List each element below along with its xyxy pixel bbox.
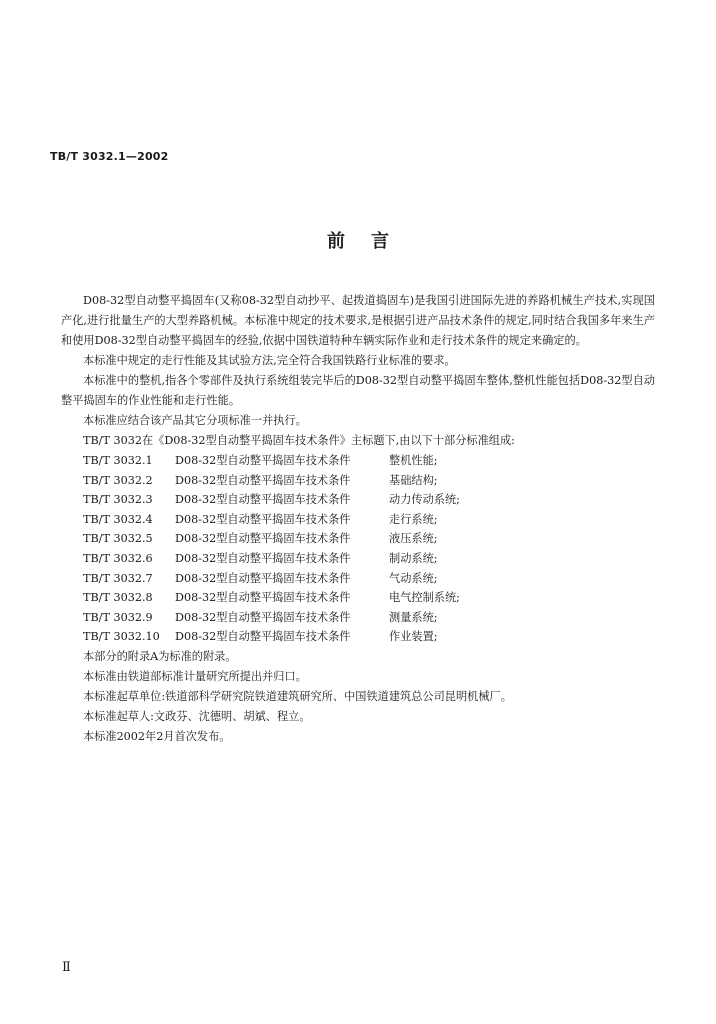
list-item [61,569,655,589]
part-name: D08-32型自动整平捣固车技术条件 [175,532,351,546]
part-code: TB/T 3032.3 [83,493,153,507]
paragraph-machine-definition: 本标准中的整机,指各个零部件及执行系统组装完毕后的D08-32型自动整平捣固车整体,整机性能包括D08-32型自动整平捣固车的作业性能和走行性能。 [61,374,655,407]
part-name: D08-32型自动整平捣固车技术条件 [175,610,351,624]
part-name: D08-32型自动整平捣固车技术条件 [175,630,351,644]
part-name: D08-32型自动整平捣固车技术条件 [175,454,351,467]
list-item [61,451,655,471]
foreword-body [61,291,655,747]
part-code: TB/T 3032.5 [83,532,153,546]
part-code: TB/T 3032.2 [83,473,153,487]
paragraph-appendix: 本部分的附录A为标准的附录。 [83,649,237,663]
list-item [61,549,655,569]
part-subject: 作业装置; [389,630,438,644]
list-item [61,608,655,628]
part-code: TB/T 3032.10 [83,630,160,644]
paragraph-drafting-units: 本标准起草单位:铁道部科学研究院铁道建筑研究所、中国铁道建筑总公司昆明机械厂。 [83,689,512,703]
part-code: TB/T 3032.7 [83,571,153,585]
part-code: TB/T 3032.4 [83,512,153,526]
part-name: D08-32型自动整平捣固车技术条件 [175,473,351,487]
standard-code: TB/T 3032.1—2002 [50,150,169,163]
part-subject: 液压系统; [389,532,438,546]
page-title: 前言 [327,231,415,252]
part-subject: 整机性能; [389,454,438,467]
paragraph-proposer: 本标准由铁道部标准计量研究所提出并归口。 [83,669,307,683]
part-subject: 测量系统; [389,610,438,624]
page-number: Ⅱ [62,960,71,975]
paragraph-release: 本标准2002年2月首次发布。 [83,729,231,743]
paragraph-parts-intro: TB/T 3032在《D08-32型自动整平捣固车技术条件》主标题下,由以下十部分标准组成: [83,434,515,447]
part-name: D08-32型自动整平捣固车技术条件 [175,512,351,526]
part-subject: 走行系统; [389,512,438,526]
paragraph-intro: D08-32型自动整平捣固车(又称08-32型自动抄平、起拨道捣固车)是我国引进国际先进的养路机械生产技术,实现国产化,进行批量生产的大型养路机械。本标准中规定的技术要求,是根据引进产品技术条件的规定,同时结合我国多年来生产和使用D08-32型自动整平捣固车的经验,依据中国铁道特种车辆实际作业和走行技术条件的规定来确定的。 [61,294,655,347]
list-item [61,471,655,491]
part-name: D08-32型自动整平捣固车技术条件 [175,591,351,605]
list-item [61,627,655,647]
part-code: TB/T 3032.9 [83,610,153,624]
list-item [61,588,655,608]
list-item [61,510,655,530]
part-subject: 电气控制系统; [389,591,460,605]
parts-list [61,451,655,647]
part-name: D08-32型自动整平捣固车技术条件 [175,493,351,507]
part-subject: 基础结构; [389,473,438,487]
part-name: D08-32型自动整平捣固车技术条件 [175,551,351,565]
part-code: TB/T 3032.8 [83,591,153,605]
part-code: TB/T 3032.1 [83,454,153,467]
part-subject: 气动系统; [389,571,438,585]
part-code: TB/T 3032.6 [83,551,153,565]
list-item [61,529,655,549]
paragraph-running-performance: 本标准中规定的走行性能及其试验方法,完全符合我国铁路行业标准的要求。 [83,354,456,367]
paragraph-execution: 本标准应结合该产品其它分项标准一并执行。 [83,414,307,427]
part-subject: 动力传动系统; [389,493,460,507]
paragraph-drafters: 本标准起草人:文政芬、沈德明、胡斌、程立。 [83,709,311,723]
part-subject: 制动系统; [389,551,438,565]
part-name: D08-32型自动整平捣固车技术条件 [175,571,351,585]
list-item [61,490,655,510]
